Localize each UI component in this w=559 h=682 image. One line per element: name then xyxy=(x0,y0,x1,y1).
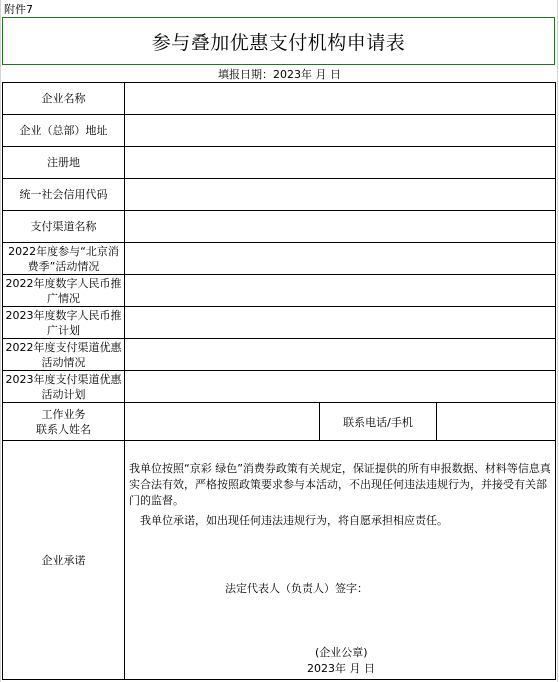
address-field[interactable] xyxy=(125,115,555,146)
signature-line: 法定代表人（负责人）签字： xyxy=(225,582,368,595)
pledge-paragraph-2: 我单位承诺，如出现任何违法违规行为，将自愿承担相应责任。 xyxy=(140,514,448,527)
field-label: 2022年度数字人民币推广情况 xyxy=(3,275,125,306)
field-label: 统一社会信用代码 xyxy=(3,179,125,210)
pledge-content xyxy=(125,441,555,679)
form-row-2023-ecny xyxy=(3,307,555,339)
channel-name-field[interactable] xyxy=(125,211,555,242)
page-title: 参与叠加优惠支付机构申请表 xyxy=(2,17,555,65)
form-row-company-name xyxy=(3,83,555,115)
consumption-season-field[interactable] xyxy=(125,243,555,274)
form-row-2023-discount xyxy=(3,371,555,403)
pledge-paragraph-1: 我单位按照“京彩 绿色”消费券政策有关规定，保证提供的所有申报数据、材料等信息真实合法有效，严格按照政策要求参与本活动，不出现任何违法违规行为，并接受有关部门的监督。 xyxy=(129,462,551,507)
phone-label: 联系电话/手机 xyxy=(319,403,437,440)
contact-label xyxy=(3,403,125,440)
form-row-address xyxy=(3,115,555,147)
pledge-label: 企业承诺 xyxy=(3,441,125,679)
field-label: 支付渠道名称 xyxy=(3,211,125,242)
ecny-2022-field[interactable] xyxy=(125,275,555,306)
fill-date: 填报日期：2023年 月 日 xyxy=(218,68,341,81)
contact-label-line1: 工作业务 xyxy=(41,407,86,421)
field-label: 2023年度数字人民币推广计划 xyxy=(3,307,125,338)
discount-2023-field[interactable] xyxy=(125,371,555,402)
form-row-credit-code xyxy=(3,179,555,211)
form-row-2022-discount xyxy=(3,339,555,371)
field-label: 企业（总部）地址 xyxy=(3,115,125,146)
sheet-gridline xyxy=(557,0,558,682)
pledge-date: 2023年 月 日 xyxy=(307,662,375,675)
contact-label-line2: 联系人姓名 xyxy=(36,422,91,436)
ecny-2023-field[interactable] xyxy=(125,307,555,338)
form-row-contact xyxy=(3,403,555,441)
field-label: 2022年度参与“北京消费季”活动情况 xyxy=(3,243,125,274)
phone-field[interactable] xyxy=(437,403,555,440)
field-label: 企业名称 xyxy=(3,83,125,114)
form-row-2022-consumption-season xyxy=(3,243,555,275)
field-label: 2023年度支付渠道优惠活动计划 xyxy=(3,371,125,402)
sheet-gridline xyxy=(0,0,1,682)
form-row-channel-name xyxy=(3,211,555,243)
contact-name-field[interactable] xyxy=(125,403,319,440)
form-row-pledge xyxy=(3,441,555,679)
application-form xyxy=(2,82,556,680)
discount-2022-field[interactable] xyxy=(125,339,555,370)
form-row-2022-ecny xyxy=(3,275,555,307)
registration-field[interactable] xyxy=(125,147,555,178)
annex-label: 附件7 xyxy=(4,3,33,16)
company-seal-label: (企业公章) xyxy=(315,646,368,659)
company-name-field[interactable] xyxy=(125,83,555,114)
form-row-registration xyxy=(3,147,555,179)
field-label: 注册地 xyxy=(3,147,125,178)
credit-code-field[interactable] xyxy=(125,179,555,210)
field-label: 2022年度支付渠道优惠活动情况 xyxy=(3,339,125,370)
